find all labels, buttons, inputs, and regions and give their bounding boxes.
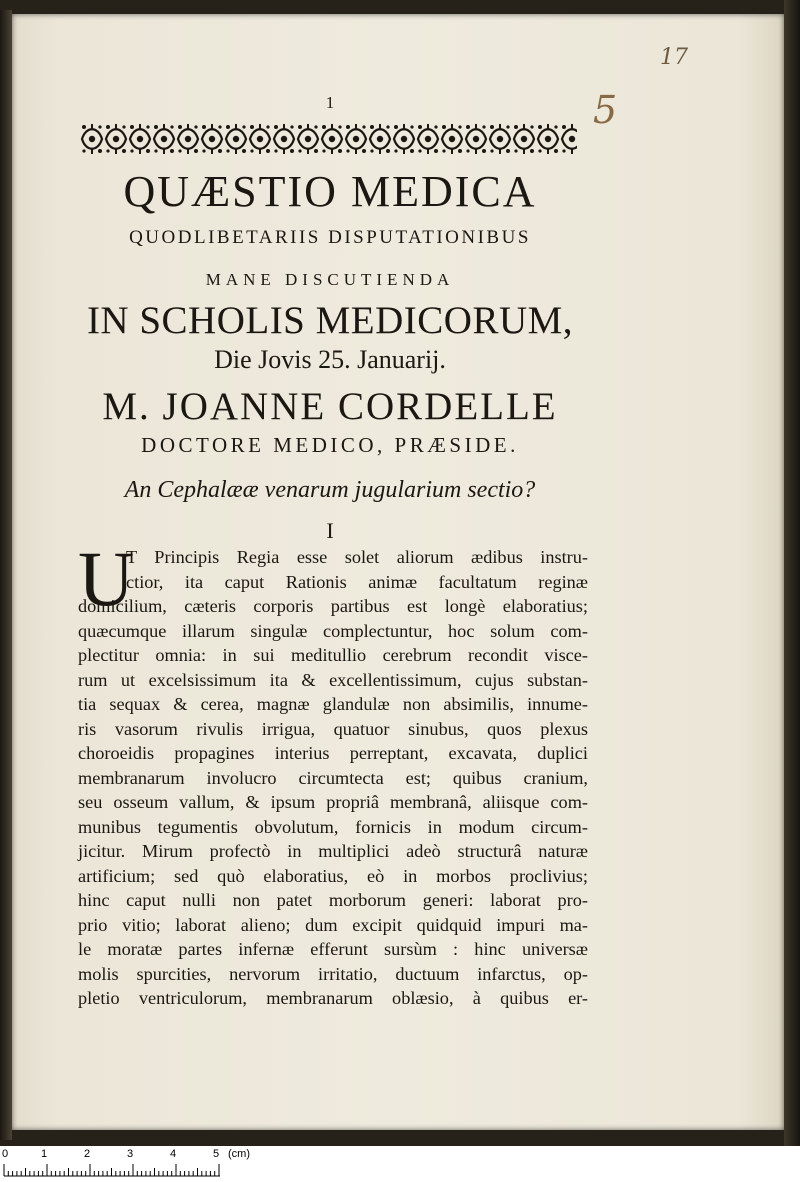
body-line: tia sequax & cerea, magnæ glandulæ non absimilis, innume- xyxy=(78,694,588,714)
ornament-band xyxy=(80,122,577,156)
ruler-label: 0 xyxy=(2,1148,9,1160)
page-number: 1 xyxy=(325,93,335,112)
subtitle-scholis: IN SCHOLIS MEDICORUM, xyxy=(86,299,574,342)
body-line: rum ut excelsissimum ita & excellentissimum, cujus substan- xyxy=(78,669,588,690)
body-line: membranarum involucro circumtecta est; quibus cranium, xyxy=(78,767,588,788)
ruler-ticks xyxy=(0,1162,250,1178)
body-line: seu osseum vallum, & ipsum propriâ membranâ, aliisque com- xyxy=(78,792,588,812)
scale-ruler xyxy=(0,1146,800,1182)
handwritten-mark: 5 xyxy=(593,88,618,132)
ruler-label: 2 xyxy=(84,1148,91,1160)
body-line: T Principis Regia esse solet aliorum ædibus instru- xyxy=(126,547,588,567)
body-line: plectitur omnia: in sui meditullio cerebrum recondit visce- xyxy=(78,645,588,665)
ruler-unit: (cm) xyxy=(228,1148,250,1160)
ruler-label: 4 xyxy=(170,1148,177,1160)
body-line: artificium; sed quò elaboratius, eò in morbos proclivius; xyxy=(78,865,588,886)
body-text xyxy=(78,545,588,1011)
body-line: ctior, ita caput Rationis animæ facultatum reginæ xyxy=(126,571,588,592)
subtitle-disputations: QUODLIBETARIIS DISPUTATIONIBUS xyxy=(129,227,531,248)
body-line: quæcumque illarum singulæ complectuntur, hoc solum com- xyxy=(78,620,588,641)
body-line: domicilium, cæteris corporis partibus est longè elaboratius; xyxy=(78,596,588,616)
body-line: hinc caput nulli non patet morborum generi: laborat pro- xyxy=(78,890,588,910)
body-line: prio vitio; laborat alieno; dum excipit quidquid impuri ma- xyxy=(78,914,588,935)
body-line: le moratæ partes infernæ efferunt sursùm : hinc universæ xyxy=(78,939,588,959)
ruler-label: 1 xyxy=(41,1148,48,1160)
book-spine xyxy=(0,10,12,1140)
body-line: ris vasorum rivulis irrigua, quatuor sinubus, quos plexus xyxy=(78,718,588,739)
folio-handwritten: 17 xyxy=(660,45,688,70)
subtitle-date: Die Jovis 25. Januarij. xyxy=(214,345,446,374)
drop-cap: U xyxy=(78,535,135,622)
subtitle-discutienda: MANE DISCUTIENDA xyxy=(205,270,455,289)
ruler-label: 5 xyxy=(213,1148,220,1160)
title: QUÆSTIO MEDICA xyxy=(123,167,537,216)
page-edge xyxy=(784,0,800,1146)
ruler-label: 3 xyxy=(127,1148,134,1160)
body-line: molis spurcities, nervorum irritatio, ductuum infarctus, op- xyxy=(78,963,588,984)
body-line: choroeidis propagines interius perreptant, excavata, duplici xyxy=(78,743,588,763)
body-line: pletio ventriculorum, membranarum oblæsio, à quibus er- xyxy=(78,988,588,1008)
subtitle-praeses-name: M. JOANNE CORDELLE xyxy=(102,385,558,428)
section-number: I xyxy=(326,518,334,543)
question-heading: An Cephalææ venarum jugularium sectio? xyxy=(124,477,536,503)
body-line: munibus tegumentis obvolutum, fornicis in modum circum- xyxy=(78,816,588,837)
body-line: jicitur. Mirum profectò in multiplici adeò structurâ naturæ xyxy=(78,841,588,861)
subtitle-praeses-title: DOCTORE MEDICO, PRÆSIDE. xyxy=(141,433,519,457)
